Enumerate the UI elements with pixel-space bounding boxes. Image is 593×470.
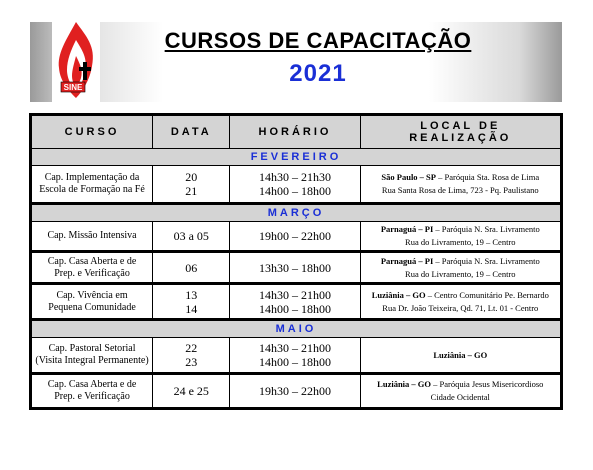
sine-flame-logo [52, 18, 100, 102]
local-cell [360, 252, 561, 284]
horario-line: 19h30 – 22h00 [259, 384, 332, 398]
local-address: Rua Dr. João Teixeira, Qd. 71, Lt. 01 - Centro [382, 302, 539, 313]
local-place: – Paróquia N. Sra. Livramento [433, 224, 540, 234]
month-row [31, 149, 562, 166]
local-cell [360, 374, 561, 409]
curso-line: Cap. Implementação da [44, 172, 140, 183]
column-header-data: DATA [153, 115, 230, 149]
local-city: Luziânia – GO [433, 349, 488, 360]
table-row [31, 284, 562, 320]
data-line: 06 [185, 260, 198, 275]
horario-line: 19h00 – 22h00 [259, 229, 332, 243]
horario-line: 14h00 – 18h00 [259, 301, 332, 316]
curso-cell [31, 222, 153, 252]
data-line: 23 [185, 355, 198, 369]
horario-line: 14h30 – 21h00 [259, 287, 332, 302]
month-row [31, 320, 562, 338]
month-label: MARÇO [31, 204, 562, 222]
horario-cell [230, 252, 360, 284]
curso-cell [31, 166, 153, 204]
horario-line: 14h30 – 21h30 [259, 170, 332, 184]
page-title: CURSOS DE CAPACITAÇÃO [164, 28, 472, 53]
local-address: Rua do Livramento, 19 – Centro [405, 268, 516, 279]
data-line: 20 [185, 170, 198, 184]
horario-cell [230, 284, 360, 320]
table-row [31, 222, 562, 252]
local-city: Parnaguá – PI [380, 224, 434, 234]
horario-cell [230, 222, 360, 252]
local-address: Rua do Livramento, 19 – Centro [405, 237, 516, 247]
horario-cell [230, 338, 360, 374]
curso-line: Cap. Missão Intensiva [47, 230, 137, 241]
logo-text: SINE [63, 83, 83, 92]
horario-cell [230, 374, 360, 409]
data-cell [153, 166, 230, 204]
courses-table [29, 113, 563, 410]
local-cell [360, 166, 561, 204]
table-row [31, 166, 562, 204]
local-city: Luziânia – GO [377, 379, 432, 389]
column-header-horario: HORÁRIO [230, 115, 360, 149]
local-cell [360, 338, 561, 374]
horario-line: 13h30 – 18h00 [259, 260, 332, 275]
curso-line: Prep. e Verificação [54, 391, 130, 402]
local-place: – Centro Comunitário Pe. Bernardo [425, 289, 549, 300]
local-place: – Paróquia Jesus Misericordioso [431, 379, 544, 389]
data-cell [153, 374, 230, 409]
data-cell [153, 222, 230, 252]
column-header-local: LOCAL DE REALIZAÇÃO [360, 115, 561, 149]
local-city: São Paulo – SP [381, 172, 436, 182]
local-place: – Paróquia N. Sra. Livramento [433, 255, 540, 266]
local-cell [360, 222, 561, 252]
table-header-row [31, 115, 562, 149]
horario-line: 14h00 – 18h00 [259, 355, 332, 369]
data-cell [153, 252, 230, 284]
horario-line: 14h30 – 21h00 [259, 341, 332, 355]
table-row [31, 338, 562, 374]
local-city: Parnaguá – PI [380, 255, 434, 266]
curso-cell [31, 374, 153, 409]
local-address: Cidade Ocidental [430, 392, 490, 402]
horario-line: 14h00 – 18h00 [259, 184, 332, 198]
curso-cell [31, 252, 153, 284]
local-cell [360, 284, 561, 320]
data-line: 24 e 25 [173, 384, 209, 398]
data-cell [153, 338, 230, 374]
curso-line: Cap. Vivência em [56, 289, 128, 301]
table-row [31, 252, 562, 284]
data-line: 03 a 05 [173, 229, 209, 243]
data-line: 21 [185, 184, 198, 198]
table-row [31, 374, 562, 409]
horario-cell [230, 166, 360, 204]
month-label: FEVEREIRO [31, 149, 562, 166]
curso-line: Pequena Comunidade [48, 301, 136, 313]
month-label: MAIO [31, 320, 562, 338]
data-line: 14 [185, 301, 198, 316]
data-line: 13 [185, 287, 198, 302]
local-address: Rua Santa Rosa de Lima, 723 - Pq. Paulistano [381, 185, 539, 195]
month-row [31, 204, 562, 222]
curso-line: Cap. Casa Aberta e de [47, 379, 137, 390]
curso-cell [31, 338, 153, 374]
curso-line: Cap. Casa Aberta e de [47, 255, 137, 267]
data-cell [153, 284, 230, 320]
curso-line: (Visita Integral Permanente) [35, 355, 149, 366]
column-header-curso: CURSO [31, 115, 153, 149]
curso-line: Escola de Formação na Fé [39, 184, 145, 195]
data-line: 22 [185, 341, 198, 355]
curso-line: Prep. e Verificação [54, 267, 130, 279]
local-city: Luziânia – GO [371, 289, 426, 300]
curso-line: Cap. Pastoral Setorial [48, 343, 136, 354]
local-place: – Paróquia Sta. Rosa de Lima [435, 172, 540, 182]
curso-cell [31, 284, 153, 320]
page-year: 2021 [289, 60, 347, 87]
